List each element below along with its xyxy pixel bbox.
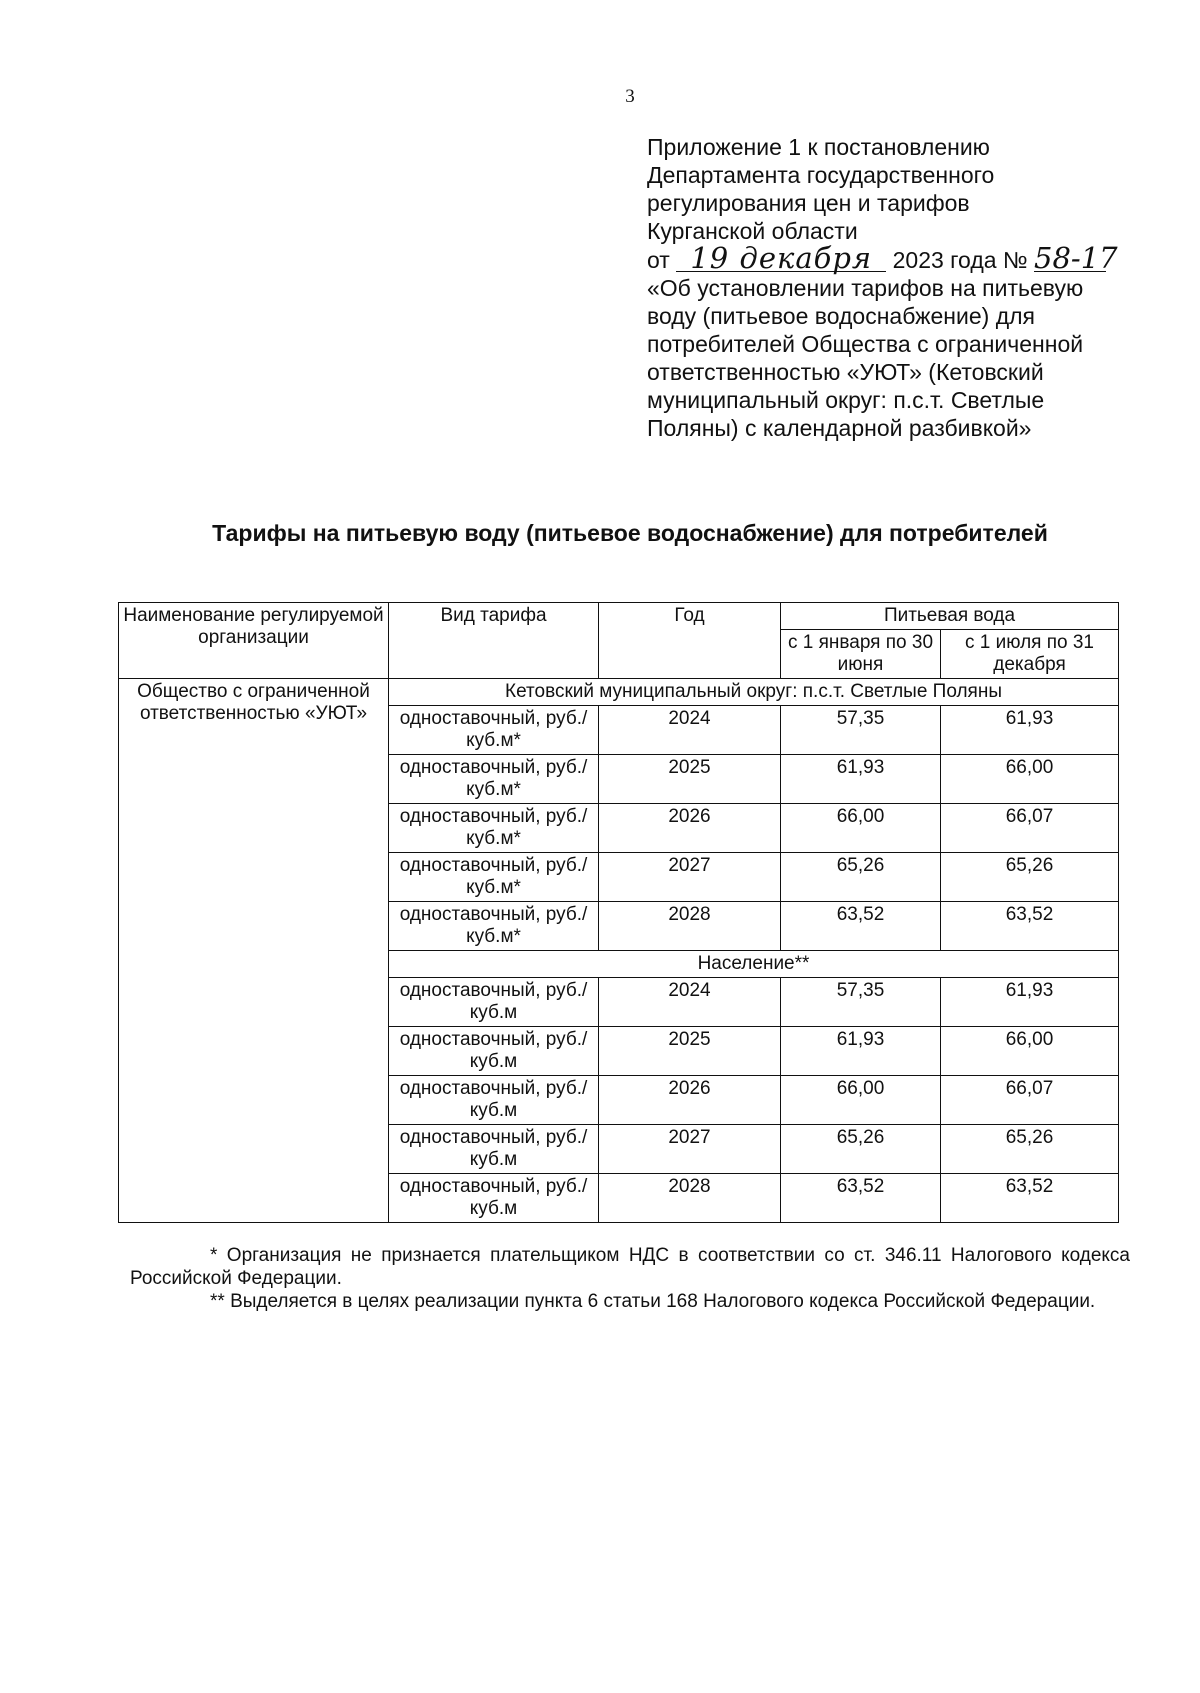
tariff-type-cell: одноставочный, руб./куб.м (389, 1174, 599, 1223)
header-row (119, 603, 1119, 630)
date-prefix: от (647, 247, 670, 273)
appendix-line: регулирования цен и тарифов (647, 190, 970, 216)
period-1-cell: 61,93 (781, 755, 941, 804)
period-2-cell: 66,00 (941, 1027, 1119, 1076)
period-2-cell: 61,93 (941, 706, 1119, 755)
header-period-2: с 1 июля по 31 декабря (941, 630, 1119, 679)
appendix-line: Курганской области (647, 218, 858, 244)
subject-line: потребителей Общества с ограниченной (647, 331, 1084, 357)
section-title: Кетовский муниципальный округ: п.с.т. Светлые Поляны (389, 679, 1119, 706)
tariff-table (118, 602, 1119, 1223)
year-cell: 2028 (599, 1174, 781, 1223)
subject-line: воду (питьевое водоснабжение) для (647, 303, 1035, 329)
appendix-date-line (647, 241, 1167, 275)
footnotes (130, 1244, 1130, 1313)
footnote: ** Выделяется в целях реализации пункта 6 статьи 168 Налогового кодекса Российской Федерации. (210, 1291, 1096, 1312)
appendix-block (647, 133, 1167, 442)
handwritten-number: 58-17 (1034, 241, 1118, 275)
subject-line: ответственностью «УЮТ» (Кетовский (647, 359, 1044, 385)
period-2-cell: 61,93 (941, 978, 1119, 1027)
period-1-cell: 63,52 (781, 902, 941, 951)
period-2-cell: 66,07 (941, 1076, 1119, 1125)
subject-line: «Об установлении тарифов на питьевую (647, 275, 1084, 301)
period-1-cell: 66,00 (781, 1076, 941, 1125)
tariff-type-cell: одноставочный, руб./куб.м* (389, 755, 599, 804)
period-1-cell: 57,35 (781, 978, 941, 1027)
tariff-type-cell: одноставочный, руб./куб.м (389, 1027, 599, 1076)
period-2-cell: 65,26 (941, 853, 1119, 902)
handwritten-date: 19 декабря (676, 245, 886, 272)
tariff-type-cell: одноставочный, руб./куб.м (389, 978, 599, 1027)
appendix-line: Приложение 1 к постановлению (647, 134, 990, 160)
period-1-cell: 61,93 (781, 1027, 941, 1076)
header-period-1: с 1 января по 30 июня (781, 630, 941, 679)
tariff-type-cell: одноставочный, руб./куб.м (389, 1076, 599, 1125)
period-2-cell: 63,52 (941, 1174, 1119, 1223)
period-2-cell: 66,00 (941, 755, 1119, 804)
header-org: Наименование регулируемой организации (119, 603, 389, 679)
year-cell: 2026 (599, 1076, 781, 1125)
subject-line: Поляны) с календарной разбивкой» (647, 415, 1032, 441)
tariff-type-cell: одноставочный, руб./куб.м (389, 1125, 599, 1174)
year-cell: 2028 (599, 902, 781, 951)
tariff-type-cell: одноставочный, руб./куб.м* (389, 853, 599, 902)
year-cell: 2024 (599, 706, 781, 755)
header-water: Питьевая вода (781, 603, 1119, 630)
tariff-type-cell: одноставочный, руб./куб.м* (389, 706, 599, 755)
tariff-type-cell: одноставочный, руб./куб.м* (389, 902, 599, 951)
section-title: Население** (389, 951, 1119, 978)
organization-cell: Общество с ограниченной ответственностью «УЮТ» (119, 679, 389, 1223)
subject-line: муниципальный округ: п.с.т. Светлые (647, 387, 1045, 413)
appendix-line: Департамента государственного (647, 162, 995, 188)
year-text: 2023 года № (892, 247, 1028, 273)
period-1-cell: 57,35 (781, 706, 941, 755)
period-2-cell: 65,26 (941, 1125, 1119, 1174)
period-1-cell: 63,52 (781, 1174, 941, 1223)
year-cell: 2025 (599, 1027, 781, 1076)
document-title: Тарифы на питьевую воду (питьевое водоснабжение) для потребителей (212, 520, 1048, 546)
period-2-cell: 63,52 (941, 902, 1119, 951)
period-2-cell: 66,07 (941, 804, 1119, 853)
header-year: Год (599, 603, 781, 679)
period-1-cell: 66,00 (781, 804, 941, 853)
year-cell: 2027 (599, 853, 781, 902)
year-cell: 2024 (599, 978, 781, 1027)
header-tariff-type: Вид тарифа (389, 603, 599, 679)
page-number: 3 (625, 86, 635, 107)
year-cell: 2027 (599, 1125, 781, 1174)
section-row (119, 679, 1119, 706)
year-cell: 2025 (599, 755, 781, 804)
period-1-cell: 65,26 (781, 1125, 941, 1174)
year-cell: 2026 (599, 804, 781, 853)
period-1-cell: 65,26 (781, 853, 941, 902)
tariff-type-cell: одноставочный, руб./куб.м* (389, 804, 599, 853)
footnote: * Организация не признается плательщиком НДС в соответствии со ст. 346.11 Налогового кодекса Российской Федерации. (130, 1245, 1130, 1289)
